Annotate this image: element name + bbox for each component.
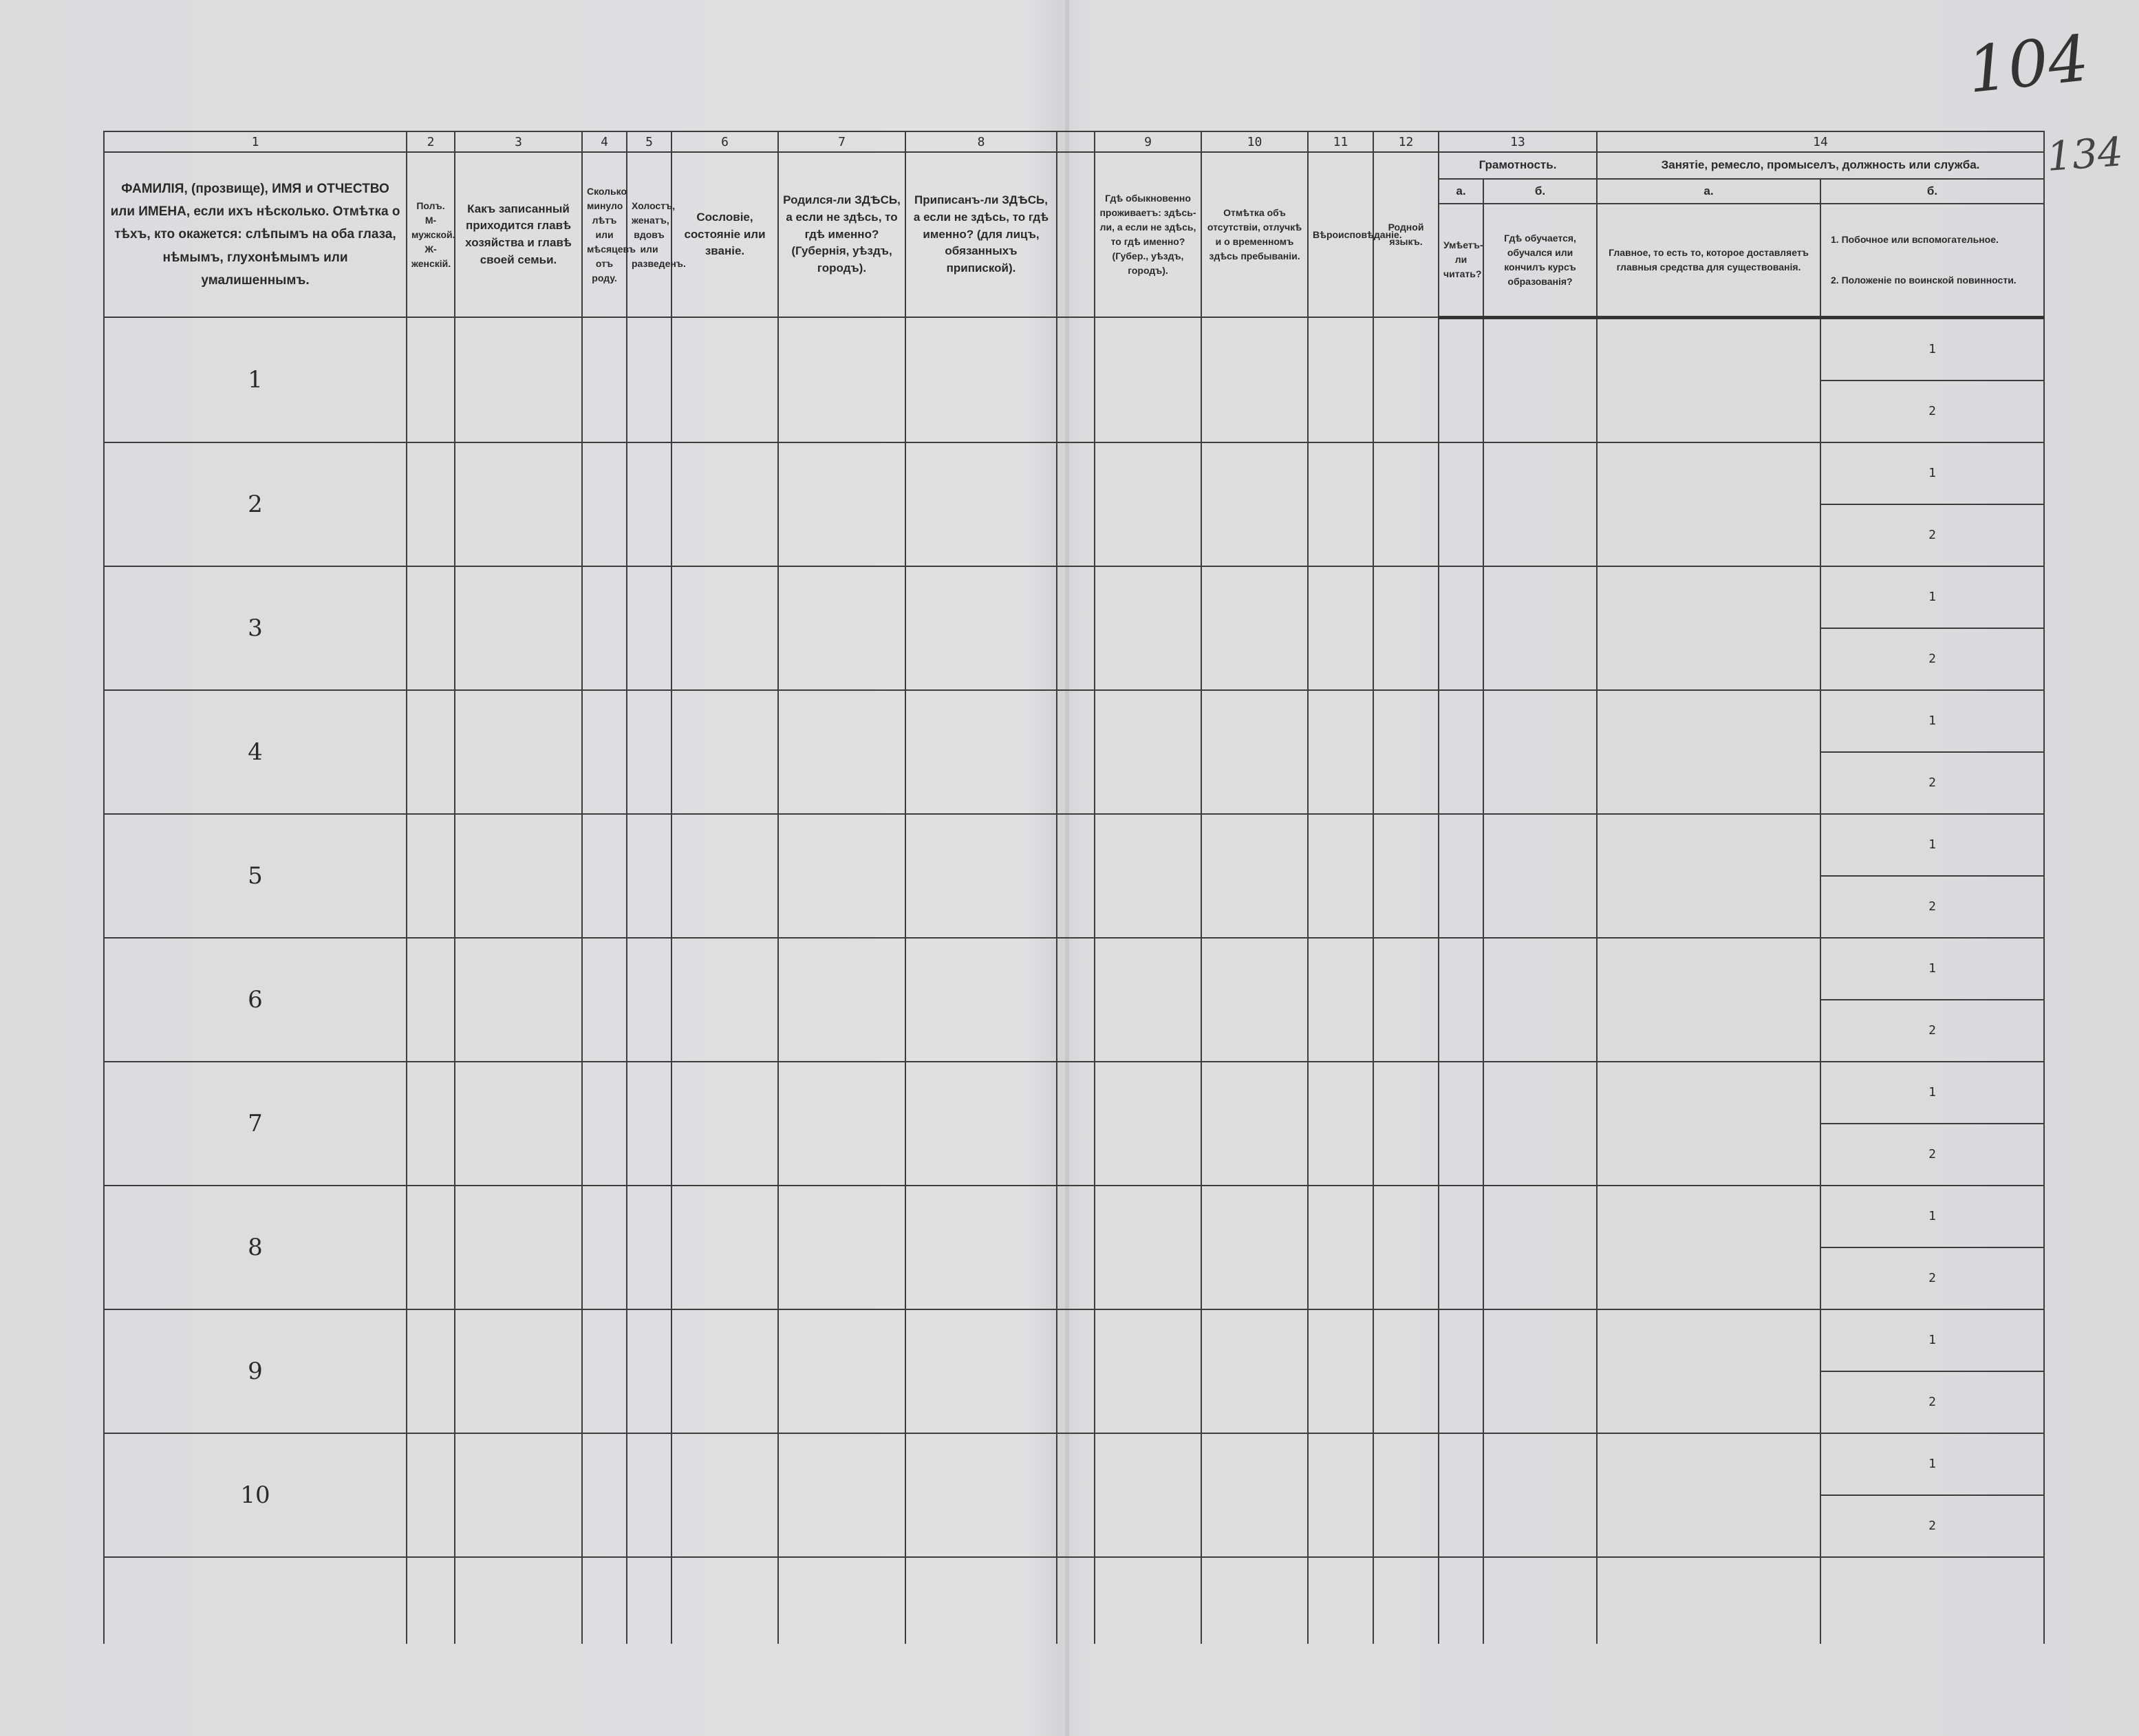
entry-cell[interactable] bbox=[671, 442, 778, 566]
sub-line-1[interactable]: 1 bbox=[1820, 1186, 2044, 1247]
header-14b-letter: б. bbox=[1820, 179, 2044, 204]
sub-line-2[interactable]: 2 bbox=[1820, 381, 2044, 442]
entry-cell[interactable] bbox=[582, 1062, 627, 1186]
entry-cell[interactable] bbox=[1439, 566, 1483, 690]
entry-cell[interactable] bbox=[1201, 566, 1308, 690]
header-military-status: 2. Положеніе по воинской повинности. bbox=[1831, 274, 2017, 286]
sub-line-1[interactable]: 1 bbox=[1820, 442, 2044, 504]
entry-cell[interactable] bbox=[671, 1309, 778, 1433]
entry-cell[interactable] bbox=[1308, 690, 1373, 814]
entry-cell[interactable] bbox=[1057, 317, 1095, 442]
sub-line-2[interactable]: 2 bbox=[1820, 1000, 2044, 1062]
table-row bbox=[104, 566, 2044, 628]
blank-cell bbox=[104, 1557, 407, 1644]
entry-cell[interactable] bbox=[627, 1062, 671, 1186]
entry-cell[interactable] bbox=[407, 690, 455, 814]
blank-cell bbox=[1095, 1557, 1201, 1644]
entry-cell[interactable] bbox=[455, 442, 582, 566]
entry-cell[interactable] bbox=[1439, 1309, 1483, 1433]
table-row bbox=[104, 1433, 2044, 1495]
colnum-14: 14 bbox=[1597, 131, 2044, 152]
colnum-4: 4 bbox=[582, 131, 627, 152]
entry-cell[interactable] bbox=[455, 317, 582, 442]
table-row bbox=[104, 1186, 2044, 1247]
header-13a-letter: а. bbox=[1439, 179, 1483, 204]
entry-cell[interactable] bbox=[1201, 938, 1308, 1062]
entry-cell[interactable] bbox=[671, 1433, 778, 1557]
entry-cell[interactable] bbox=[407, 566, 455, 690]
entry-cell[interactable] bbox=[1095, 442, 1201, 566]
entry-cell[interactable] bbox=[1308, 566, 1373, 690]
entry-cell[interactable] bbox=[1483, 814, 1597, 938]
entry-cell[interactable] bbox=[1597, 814, 1820, 938]
entry-cell[interactable] bbox=[1308, 1062, 1373, 1186]
entry-cell[interactable] bbox=[1095, 1062, 1201, 1186]
blank-cell bbox=[1308, 1557, 1373, 1644]
entry-cell[interactable] bbox=[671, 317, 778, 442]
entry-cell[interactable] bbox=[1597, 938, 1820, 1062]
sub-line-2[interactable]: 2 bbox=[1820, 1124, 2044, 1186]
entry-cell[interactable] bbox=[455, 1433, 582, 1557]
sub-line-1[interactable]: 1 bbox=[1820, 317, 2044, 381]
blank-cell bbox=[1057, 1557, 1095, 1644]
entry-cell[interactable] bbox=[627, 442, 671, 566]
entry-cell[interactable] bbox=[407, 1186, 455, 1309]
entry-cell[interactable] bbox=[455, 1309, 582, 1433]
table-row bbox=[104, 690, 2044, 752]
entry-cell[interactable] bbox=[582, 938, 627, 1062]
header-language: Родной языкъ. bbox=[1373, 152, 1439, 317]
entry-cell[interactable] bbox=[407, 442, 455, 566]
entry-cell[interactable] bbox=[905, 938, 1057, 1062]
blank-cell bbox=[582, 1557, 627, 1644]
row-number[interactable]: 3 bbox=[104, 566, 407, 690]
entry-cell[interactable] bbox=[1057, 938, 1095, 1062]
entry-cell[interactable] bbox=[1373, 1309, 1439, 1433]
header-marital: Холостъ, женатъ, вдовъ или разведенъ. bbox=[627, 152, 671, 317]
entry-cell[interactable] bbox=[905, 1186, 1057, 1309]
colnum-7: 7 bbox=[778, 131, 905, 152]
entry-cell[interactable] bbox=[1439, 317, 1483, 442]
entry-cell[interactable] bbox=[1057, 1062, 1095, 1186]
entry-cell[interactable] bbox=[1597, 690, 1820, 814]
entry-cell[interactable] bbox=[1057, 566, 1095, 690]
entry-cell[interactable] bbox=[582, 566, 627, 690]
entry-cell[interactable] bbox=[671, 566, 778, 690]
entry-cell[interactable] bbox=[1095, 814, 1201, 938]
entry-cell[interactable] bbox=[1308, 442, 1373, 566]
entry-cell[interactable] bbox=[1439, 1186, 1483, 1309]
entry-cell[interactable] bbox=[1439, 442, 1483, 566]
entry-cell[interactable] bbox=[1201, 1186, 1308, 1309]
entry-cell[interactable] bbox=[905, 566, 1057, 690]
entry-cell[interactable] bbox=[1483, 317, 1597, 442]
colnum-3: 3 bbox=[455, 131, 582, 152]
sub-line-2[interactable]: 2 bbox=[1820, 752, 2044, 814]
blank-cell bbox=[1483, 1557, 1597, 1644]
row-number[interactable]: 5 bbox=[104, 814, 407, 938]
entry-cell[interactable] bbox=[407, 1433, 455, 1557]
sub-line-2[interactable]: 2 bbox=[1820, 1495, 2044, 1557]
sub-line-2[interactable]: 2 bbox=[1820, 1371, 2044, 1433]
row-number[interactable]: 7 bbox=[104, 1062, 407, 1186]
entry-cell[interactable] bbox=[1597, 317, 1820, 442]
sub-line-1[interactable]: 1 bbox=[1820, 938, 2044, 1000]
header-residence: Гдѣ обыкновенно проживаетъ: здѣсь-ли, а если не здѣсь, то гдѣ именно? (Губер., уѣздъ, городъ). bbox=[1095, 152, 1201, 317]
colnum-8: 8 bbox=[905, 131, 1057, 152]
entry-cell[interactable] bbox=[905, 1433, 1057, 1557]
row-number[interactable]: 10 bbox=[104, 1433, 407, 1557]
entry-cell[interactable] bbox=[1308, 938, 1373, 1062]
entry-cell[interactable] bbox=[582, 1433, 627, 1557]
entry-cell[interactable] bbox=[1057, 690, 1095, 814]
entry-cell[interactable] bbox=[1057, 1186, 1095, 1309]
entry-cell[interactable] bbox=[627, 690, 671, 814]
row-number[interactable]: 8 bbox=[104, 1186, 407, 1309]
entry-cell[interactable] bbox=[778, 690, 905, 814]
header-absence: Отмѣтка объ отсутствіи, отлучкѣ и о временномъ здѣсь пребываніи. bbox=[1201, 152, 1308, 317]
colnum-6: 6 bbox=[671, 131, 778, 152]
entry-cell[interactable] bbox=[1483, 566, 1597, 690]
blank-cell bbox=[1597, 1557, 1820, 1644]
entry-cell[interactable] bbox=[1483, 1433, 1597, 1557]
entry-cell[interactable] bbox=[1308, 317, 1373, 442]
colnum-13: 13 bbox=[1439, 131, 1597, 152]
colnum-12: 12 bbox=[1373, 131, 1439, 152]
entry-cell[interactable] bbox=[1373, 566, 1439, 690]
entry-cell[interactable] bbox=[1201, 1309, 1308, 1433]
header-row bbox=[104, 152, 2044, 179]
header-main-occupation: Главное, то есть то, которое доставляетъ главныя средства для существованія. bbox=[1597, 204, 1820, 318]
entry-cell[interactable] bbox=[778, 317, 905, 442]
blank-cell bbox=[671, 1557, 778, 1644]
sub-line-2[interactable]: 2 bbox=[1820, 1247, 2044, 1309]
entry-cell[interactable] bbox=[1095, 1309, 1201, 1433]
header-can-read: Умѣетъ-ли читать? bbox=[1439, 204, 1483, 318]
sub-line-2[interactable]: 2 bbox=[1820, 628, 2044, 690]
colnum-11: 11 bbox=[1308, 131, 1373, 152]
sub-line-1[interactable]: 1 bbox=[1820, 566, 2044, 628]
row-number[interactable]: 1 bbox=[104, 317, 407, 442]
entry-cell[interactable] bbox=[1308, 1433, 1373, 1557]
entry-cell[interactable] bbox=[905, 317, 1057, 442]
entry-cell[interactable] bbox=[582, 442, 627, 566]
sub-line-1[interactable]: 1 bbox=[1820, 1309, 2044, 1371]
entry-cell[interactable] bbox=[407, 938, 455, 1062]
entry-cell[interactable] bbox=[582, 317, 627, 442]
entry-cell[interactable] bbox=[627, 814, 671, 938]
entry-cell[interactable] bbox=[905, 442, 1057, 566]
entry-cell[interactable] bbox=[627, 317, 671, 442]
entry-cell[interactable] bbox=[1373, 938, 1439, 1062]
entry-cell[interactable] bbox=[1308, 1309, 1373, 1433]
entry-cell[interactable] bbox=[1201, 442, 1308, 566]
entry-cell[interactable] bbox=[778, 938, 905, 1062]
entry-cell[interactable] bbox=[778, 814, 905, 938]
row-number[interactable]: 6 bbox=[104, 938, 407, 1062]
entry-cell[interactable] bbox=[778, 1309, 905, 1433]
header-secondary-occupation-1: 1. Побочное или вспомогательное. bbox=[1831, 233, 1999, 245]
entry-cell[interactable] bbox=[671, 690, 778, 814]
colnum-10: 10 bbox=[1201, 131, 1308, 152]
entry-cell[interactable] bbox=[1483, 1186, 1597, 1309]
header-estate: Сословіе, состояніе или званіе. bbox=[671, 152, 778, 317]
page-number-overwrite: 134 bbox=[2045, 128, 2125, 180]
colnum-1: 1 bbox=[104, 131, 407, 152]
blank-cell bbox=[407, 1557, 455, 1644]
entry-cell[interactable] bbox=[1439, 1062, 1483, 1186]
entry-cell[interactable] bbox=[1597, 566, 1820, 690]
entry-cell[interactable] bbox=[1483, 1062, 1597, 1186]
blank-cell bbox=[627, 1557, 671, 1644]
entry-cell[interactable] bbox=[1439, 814, 1483, 938]
blank-cell bbox=[1820, 1557, 2044, 1644]
entry-cell[interactable] bbox=[1373, 1186, 1439, 1309]
blank-cell bbox=[778, 1557, 905, 1644]
blank-cell bbox=[1201, 1557, 1308, 1644]
entry-cell[interactable] bbox=[1057, 1309, 1095, 1433]
entry-cell[interactable] bbox=[1095, 1433, 1201, 1557]
entry-cell[interactable] bbox=[455, 566, 582, 690]
entry-cell[interactable] bbox=[905, 814, 1057, 938]
entry-cell[interactable] bbox=[1597, 1433, 1820, 1557]
sub-line-2[interactable]: 2 bbox=[1820, 876, 2044, 938]
entry-cell[interactable] bbox=[1439, 690, 1483, 814]
entry-cell[interactable] bbox=[1201, 690, 1308, 814]
table-row bbox=[104, 442, 2044, 504]
colnum-gap bbox=[1057, 131, 1095, 152]
table-row bbox=[104, 938, 2044, 1000]
entry-cell[interactable] bbox=[407, 1309, 455, 1433]
entry-cell[interactable] bbox=[582, 690, 627, 814]
entry-cell[interactable] bbox=[407, 317, 455, 442]
sub-line-1[interactable]: 1 bbox=[1820, 1062, 2044, 1124]
header-literacy: Грамотность. bbox=[1439, 152, 1597, 179]
entry-cell[interactable] bbox=[1201, 1062, 1308, 1186]
blank-cell bbox=[1373, 1557, 1439, 1644]
entry-cell[interactable] bbox=[407, 1062, 455, 1186]
entry-cell[interactable] bbox=[671, 938, 778, 1062]
entry-cell[interactable] bbox=[1483, 442, 1597, 566]
header-religion: Вѣроисповѣданіе. bbox=[1308, 152, 1373, 317]
entry-cell[interactable] bbox=[905, 1062, 1057, 1186]
entry-cell[interactable] bbox=[1057, 1433, 1095, 1557]
header-birthplace: Родился-ли ЗДѢСЬ, а если не здѣсь, то гдѣ именно? (Губернія, уѣздъ, городъ). bbox=[778, 152, 905, 317]
entry-cell[interactable] bbox=[582, 1186, 627, 1309]
header-education: Гдѣ обучается, обучался или кончилъ курсъ образованія? bbox=[1483, 204, 1597, 318]
entry-cell[interactable] bbox=[1095, 690, 1201, 814]
entry-cell[interactable] bbox=[1483, 938, 1597, 1062]
entry-cell[interactable] bbox=[1201, 814, 1308, 938]
entry-cell[interactable] bbox=[627, 1433, 671, 1557]
blank-cell bbox=[455, 1557, 582, 1644]
entry-cell[interactable] bbox=[1095, 938, 1201, 1062]
entry-cell[interactable] bbox=[1597, 1309, 1820, 1433]
sub-line-2[interactable]: 2 bbox=[1820, 504, 2044, 566]
entry-cell[interactable] bbox=[627, 1309, 671, 1433]
entry-cell[interactable] bbox=[1201, 1433, 1308, 1557]
entry-cell[interactable] bbox=[1373, 690, 1439, 814]
sub-line-1[interactable]: 1 bbox=[1820, 814, 2044, 876]
entry-cell[interactable] bbox=[627, 938, 671, 1062]
entry-cell[interactable] bbox=[778, 442, 905, 566]
entry-cell[interactable] bbox=[1439, 938, 1483, 1062]
entry-cell[interactable] bbox=[1373, 442, 1439, 566]
header-13b-letter: б. bbox=[1483, 179, 1597, 204]
entry-cell[interactable] bbox=[1057, 814, 1095, 938]
header-secondary-occupation bbox=[1820, 204, 2044, 318]
entry-cell[interactable] bbox=[627, 566, 671, 690]
entry-cell[interactable] bbox=[455, 690, 582, 814]
entry-cell[interactable] bbox=[778, 1062, 905, 1186]
sub-line-1[interactable]: 1 bbox=[1820, 690, 2044, 752]
entry-cell[interactable] bbox=[455, 1186, 582, 1309]
entry-cell[interactable] bbox=[905, 690, 1057, 814]
entry-cell[interactable] bbox=[1201, 317, 1308, 442]
entry-cell[interactable] bbox=[627, 1186, 671, 1309]
entry-cell[interactable] bbox=[1373, 814, 1439, 938]
table-row bbox=[104, 317, 2044, 381]
sub-line-1[interactable]: 1 bbox=[1820, 1433, 2044, 1495]
entry-cell[interactable] bbox=[455, 814, 582, 938]
entry-cell[interactable] bbox=[671, 1062, 778, 1186]
entry-cell[interactable] bbox=[1095, 1186, 1201, 1309]
entry-cell[interactable] bbox=[582, 1309, 627, 1433]
entry-cell[interactable] bbox=[905, 1309, 1057, 1433]
entry-cell[interactable] bbox=[1439, 1433, 1483, 1557]
blank-cell bbox=[905, 1557, 1057, 1644]
entry-cell[interactable] bbox=[1095, 317, 1201, 442]
column-number-row bbox=[104, 131, 2044, 152]
entry-cell[interactable] bbox=[1483, 690, 1597, 814]
entry-cell[interactable] bbox=[1057, 442, 1095, 566]
row-number[interactable]: 2 bbox=[104, 442, 407, 566]
colnum-5: 5 bbox=[627, 131, 671, 152]
entry-cell[interactable] bbox=[455, 938, 582, 1062]
entry-cell[interactable] bbox=[1373, 1062, 1439, 1186]
row-number[interactable]: 9 bbox=[104, 1309, 407, 1433]
table-row bbox=[104, 814, 2044, 876]
table-row bbox=[104, 1309, 2044, 1371]
header-sex: Полъ. М-мужской. Ж-женскій. bbox=[407, 152, 455, 317]
entry-cell[interactable] bbox=[407, 814, 455, 938]
entry-cell[interactable] bbox=[671, 814, 778, 938]
colnum-9: 9 bbox=[1095, 131, 1201, 152]
row-number[interactable]: 4 bbox=[104, 690, 407, 814]
entry-cell[interactable] bbox=[1597, 1062, 1820, 1186]
header-relation: Какъ записанный приходится главѣ хозяйства и главѣ своей семьи. bbox=[455, 152, 582, 317]
page-number: 104 bbox=[1964, 21, 2092, 107]
entry-cell[interactable] bbox=[1373, 1433, 1439, 1557]
table-row bbox=[104, 1062, 2044, 1124]
trailing-blank-row bbox=[104, 1557, 2044, 1644]
entry-cell[interactable] bbox=[582, 814, 627, 938]
entry-cell[interactable] bbox=[1597, 442, 1820, 566]
entry-cell[interactable] bbox=[1308, 1186, 1373, 1309]
entry-cell[interactable] bbox=[1597, 1186, 1820, 1309]
entry-cell[interactable] bbox=[1373, 317, 1439, 442]
header-name: ФАМИЛІЯ, (прозвище), ИМЯ и ОТЧЕСТВО или ИМЕНА, если ихъ нѣсколько. Отмѣтка о тѣхъ, кто окажется: слѣпымъ на оба глаза, нѣмымъ, глухонѣмымъ или умалишеннымъ. bbox=[104, 152, 407, 317]
header-age: Сколько минуло лѣтъ или мѣсяцевъ отъ роду. bbox=[582, 152, 627, 317]
blank-cell bbox=[1439, 1557, 1483, 1644]
header-registered: Приписанъ-ли ЗДѢСЬ, а если не здѣсь, то гдѣ именно? (для лицъ, обязанныхъ припиской). bbox=[905, 152, 1057, 317]
entry-cell[interactable] bbox=[1483, 1309, 1597, 1433]
colnum-2: 2 bbox=[407, 131, 455, 152]
entry-cell[interactable] bbox=[778, 1433, 905, 1557]
entry-cell[interactable] bbox=[455, 1062, 582, 1186]
entry-cell[interactable] bbox=[778, 1186, 905, 1309]
header-occupation: Занятіе, ремесло, промыселъ, должность или служба. bbox=[1597, 152, 2044, 179]
entry-cell[interactable] bbox=[1095, 566, 1201, 690]
census-table bbox=[103, 131, 2045, 1644]
entry-cell[interactable] bbox=[778, 566, 905, 690]
entry-cell[interactable] bbox=[671, 1186, 778, 1309]
header-14a-letter: а. bbox=[1597, 179, 1820, 204]
header-gap bbox=[1057, 152, 1095, 317]
entry-cell[interactable] bbox=[1308, 814, 1373, 938]
